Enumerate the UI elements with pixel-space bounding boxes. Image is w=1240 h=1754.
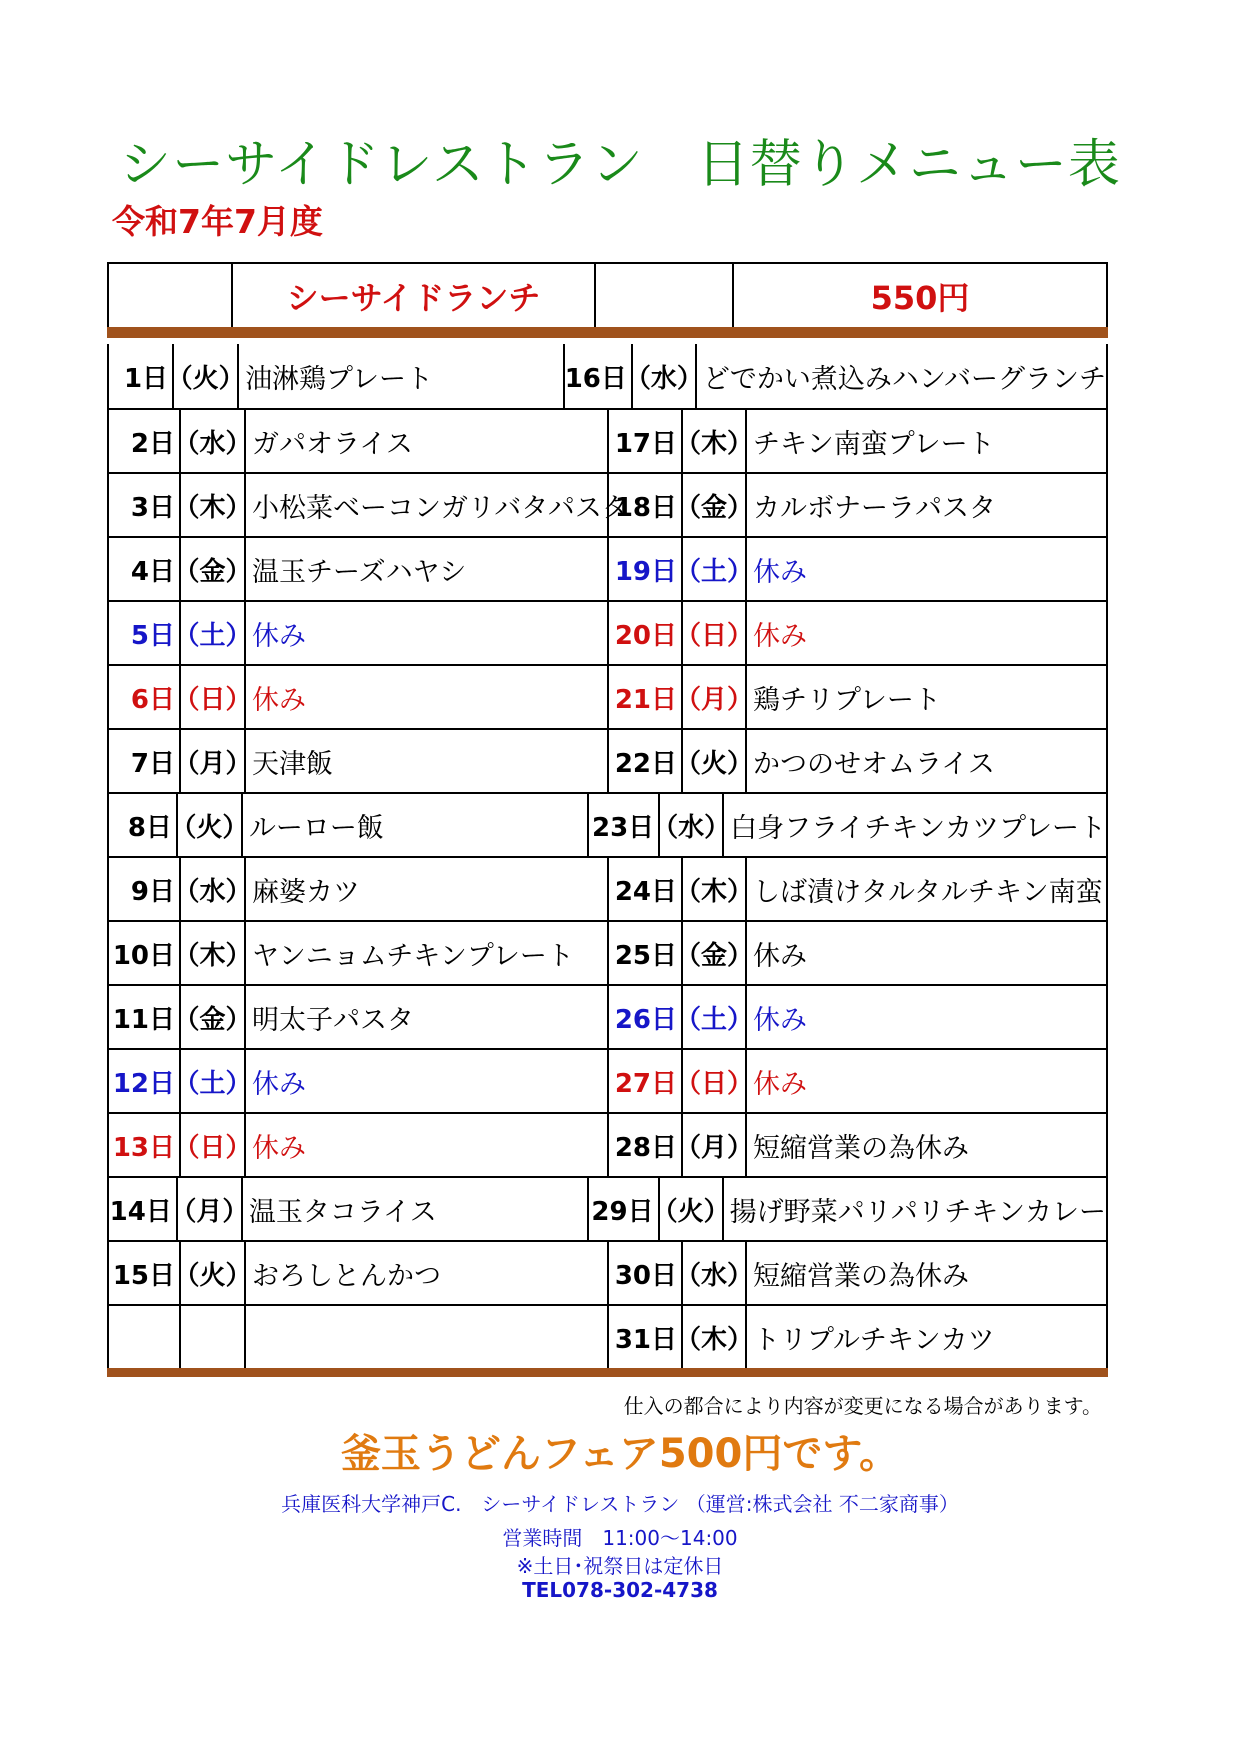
weekday-cell: （金） bbox=[181, 986, 246, 1048]
table-row bbox=[109, 1176, 1106, 1240]
table-row bbox=[109, 472, 1106, 536]
day-cell: 13日 bbox=[109, 1114, 181, 1176]
weekday-cell: （日） bbox=[181, 666, 246, 728]
weekday-cell: （水） bbox=[181, 858, 246, 920]
day-cell: 5日 bbox=[109, 602, 181, 664]
table-row bbox=[109, 1112, 1106, 1176]
menu-cell: 休み bbox=[246, 602, 609, 664]
menu-cell: 揚げ野菜パリパリチキンカレー bbox=[729, 1196, 1106, 1228]
day-cell: 14日 bbox=[109, 1178, 178, 1240]
day-cell: 16日 bbox=[565, 344, 633, 408]
weekday-cell: （日） bbox=[181, 1114, 246, 1176]
menu-cell: おろしとんかつ bbox=[246, 1242, 609, 1304]
weekday-cell: （木） bbox=[683, 1306, 747, 1368]
day-cell: 4日 bbox=[109, 538, 181, 600]
period-label: 令和7年7月度 bbox=[112, 202, 323, 241]
day-cell: 15日 bbox=[109, 1242, 181, 1304]
table-bottom-bar bbox=[107, 1368, 1108, 1377]
price-label: 550円 bbox=[870, 278, 970, 317]
menu-cell: 休み bbox=[753, 556, 807, 588]
table-row bbox=[109, 920, 1106, 984]
day-cell: 28日 bbox=[609, 1114, 683, 1176]
menu-cell: 麻婆カツ bbox=[246, 858, 609, 920]
day-cell: 7日 bbox=[109, 730, 181, 792]
menu-cell bbox=[246, 1306, 609, 1368]
day-cell: 17日 bbox=[609, 410, 683, 472]
weekday-cell bbox=[181, 1306, 246, 1368]
day-cell: 12日 bbox=[109, 1050, 181, 1112]
menu-cell: 天津飯 bbox=[246, 730, 609, 792]
page-title: シーサイドレストラン 日替りメニュー表 bbox=[119, 135, 1121, 195]
day-cell: 31日 bbox=[609, 1306, 683, 1368]
menu-cell: どでかい煮込みハンバーグランチ bbox=[702, 363, 1106, 395]
menu-cell: 休み bbox=[753, 1004, 807, 1036]
table-row bbox=[109, 984, 1106, 1048]
header-blank-cell bbox=[596, 264, 734, 327]
menu-cell: かつのせオムライス bbox=[753, 748, 995, 780]
weekday-cell: （土） bbox=[181, 1050, 246, 1112]
weekday-cell: （火） bbox=[178, 794, 243, 856]
menu-cell: 休み bbox=[753, 1068, 807, 1100]
closed-days: ※土日･祝祭日は定休日 bbox=[516, 1554, 724, 1578]
weekday-cell: （日） bbox=[683, 602, 747, 664]
menu-cell: 鶏チリプレート bbox=[753, 684, 941, 716]
table-row bbox=[109, 408, 1106, 472]
lunch-name: シーサイドランチ bbox=[233, 264, 596, 327]
day-cell: 9日 bbox=[109, 858, 181, 920]
day-cell: 8日 bbox=[109, 794, 178, 856]
menu-cell: チキン南蛮プレート bbox=[753, 428, 995, 460]
weekday-cell: （木） bbox=[683, 410, 747, 472]
weekday-cell: （金） bbox=[683, 474, 747, 536]
menu-cell: 白身フライチキンカツプレート bbox=[730, 812, 1107, 844]
day-cell: 19日 bbox=[609, 538, 683, 600]
weekday-cell: （月） bbox=[181, 730, 246, 792]
menu-cell: しば漬けタルタルチキン南蛮 bbox=[753, 876, 1103, 908]
day-cell: 11日 bbox=[109, 986, 181, 1048]
day-cell: 23日 bbox=[589, 794, 660, 856]
day-cell: 18日 bbox=[609, 474, 683, 536]
weekday-cell: （火） bbox=[174, 344, 239, 408]
weekday-cell: （金） bbox=[181, 538, 246, 600]
weekday-cell: （水） bbox=[633, 344, 697, 408]
day-cell: 26日 bbox=[609, 986, 683, 1048]
weekday-cell: （金） bbox=[683, 922, 747, 984]
day-cell: 20日 bbox=[609, 602, 683, 664]
table-row bbox=[109, 536, 1106, 600]
weekday-cell: （土） bbox=[683, 538, 747, 600]
table-row bbox=[109, 1048, 1106, 1112]
menu-cell: 油淋鶏プレート bbox=[239, 344, 565, 408]
day-cell: 1日 bbox=[109, 344, 174, 408]
business-hours: 営業時間 11:00～14:00 bbox=[502, 1526, 738, 1550]
weekday-cell: （土） bbox=[181, 602, 246, 664]
menu-cell: 休み bbox=[246, 1114, 609, 1176]
menu-table bbox=[107, 344, 1108, 1368]
day-cell: 27日 bbox=[609, 1050, 683, 1112]
table-row bbox=[109, 664, 1106, 728]
weekday-cell: （水） bbox=[660, 794, 724, 856]
menu-cell: 休み bbox=[246, 666, 609, 728]
menu-cell: 温玉チーズハヤシ bbox=[246, 538, 609, 600]
weekday-cell: （日） bbox=[683, 1050, 747, 1112]
menu-cell: 短縮営業の為休み bbox=[753, 1132, 969, 1164]
day-cell: 22日 bbox=[609, 730, 683, 792]
change-note: 仕入の都合により内容が変更になる場合があります。 bbox=[623, 1394, 1102, 1418]
weekday-cell: （月） bbox=[683, 666, 747, 728]
day-cell: 24日 bbox=[609, 858, 683, 920]
weekday-cell: （月） bbox=[178, 1178, 243, 1240]
menu-cell: 休み bbox=[246, 1050, 609, 1112]
header-blank-cell bbox=[109, 264, 233, 327]
weekday-cell: （火） bbox=[683, 730, 747, 792]
menu-cell: トリプルチキンカツ bbox=[753, 1324, 995, 1356]
weekday-cell: （月） bbox=[683, 1114, 747, 1176]
day-cell: 29日 bbox=[589, 1178, 660, 1240]
day-cell: 21日 bbox=[609, 666, 683, 728]
weekday-cell: （木） bbox=[181, 922, 246, 984]
weekday-cell: （土） bbox=[683, 986, 747, 1048]
menu-cell: カルボナーラパスタ bbox=[753, 492, 996, 524]
table-row bbox=[109, 728, 1106, 792]
weekday-cell: （木） bbox=[683, 858, 747, 920]
menu-cell: 休み bbox=[753, 940, 807, 972]
weekday-cell: （水） bbox=[683, 1242, 747, 1304]
day-cell bbox=[109, 1306, 181, 1368]
table-row bbox=[109, 1240, 1106, 1304]
day-cell: 2日 bbox=[109, 410, 181, 472]
menu-cell: ガパオライス bbox=[246, 410, 609, 472]
day-cell: 30日 bbox=[609, 1242, 683, 1304]
day-cell: 3日 bbox=[109, 474, 181, 536]
day-cell: 6日 bbox=[109, 666, 181, 728]
table-row bbox=[109, 792, 1106, 856]
menu-cell: ヤンニョムチキンプレート bbox=[246, 922, 609, 984]
menu-cell: ルーロー飯 bbox=[243, 794, 589, 856]
weekday-cell: （火） bbox=[660, 1178, 724, 1240]
fair-announcement: 釜玉うどんフェア500円です。 bbox=[340, 1431, 900, 1477]
day-cell: 25日 bbox=[609, 922, 683, 984]
table-row bbox=[109, 856, 1106, 920]
header-divider-bar bbox=[107, 327, 1108, 338]
menu-cell: 休み bbox=[753, 620, 807, 652]
menu-cell: 小松菜ベーコンガリバタパスタ bbox=[246, 474, 609, 536]
menu-header bbox=[107, 262, 1108, 327]
table-row bbox=[109, 344, 1106, 408]
menu-cell: 短縮営業の為休み bbox=[753, 1260, 969, 1292]
table-row bbox=[109, 1304, 1106, 1368]
menu-cell: 明太子パスタ bbox=[246, 986, 609, 1048]
phone-number: TEL078-302-4738 bbox=[522, 1578, 718, 1602]
weekday-cell: （木） bbox=[181, 474, 246, 536]
table-row bbox=[109, 600, 1106, 664]
weekday-cell: （火） bbox=[181, 1242, 246, 1304]
weekday-cell: （水） bbox=[181, 410, 246, 472]
operator-info: 兵庫医科大学神戸C. シーサイドレストラン （運営:株式会社 不二家商事） bbox=[281, 1492, 959, 1516]
menu-cell: 温玉タコライス bbox=[243, 1178, 589, 1240]
day-cell: 10日 bbox=[109, 922, 181, 984]
